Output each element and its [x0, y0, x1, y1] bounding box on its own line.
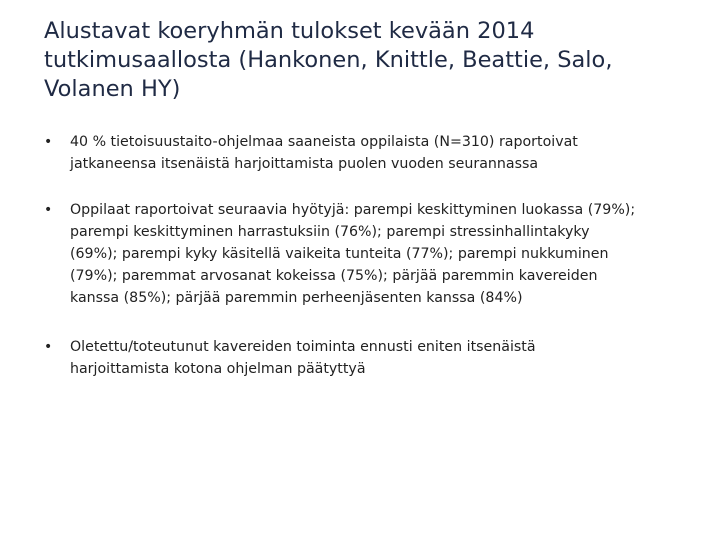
bullet-text-1: 40 % tietoisuustaito-ohjelmaa saaneista oppilaista (N=310) raportoivat jatkaneensa itsenäistä harjoittamista puolen vuoden seurannassa — [70, 134, 578, 172]
bullet-list — [44, 131, 684, 380]
bullet-item-2 — [44, 199, 684, 309]
bullet-item-1 — [44, 131, 684, 175]
bullet-text-2: Oppilaat raportoivat seuraavia hyötyjä: parempi keskittyminen luokassa (79%); parempi keskittyminen harrastuksiin (76%); parempi stressinhallintakyky (69%); parempi kyky käsitellä vaikeita tunteita (77%); parempi nukkuminen (79%); paremmat arvosanat kokeissa (75%); pärjää paremmin kavereiden kanssa (85%); pärjää paremmin perheenjäsenten kanssa (84%) — [70, 202, 636, 306]
bullet-text-3: Oletettu/toteutunut kavereiden toiminta ennusti eniten itsenäistä harjoittamista kotona ohjelman päätyttyä — [70, 339, 536, 377]
bullet-dot-icon: • — [44, 134, 53, 150]
bullet-item-3 — [44, 336, 684, 380]
bullet-dot-icon: • — [44, 339, 53, 355]
slide-title: Alustavat koeryhmän tulokset kevään 2014 tutkimusaallosta (Hankonen, Knittle, Beattie, Salo, Volanen HY) — [44, 18, 613, 102]
bullet-dot-icon: • — [44, 202, 53, 218]
